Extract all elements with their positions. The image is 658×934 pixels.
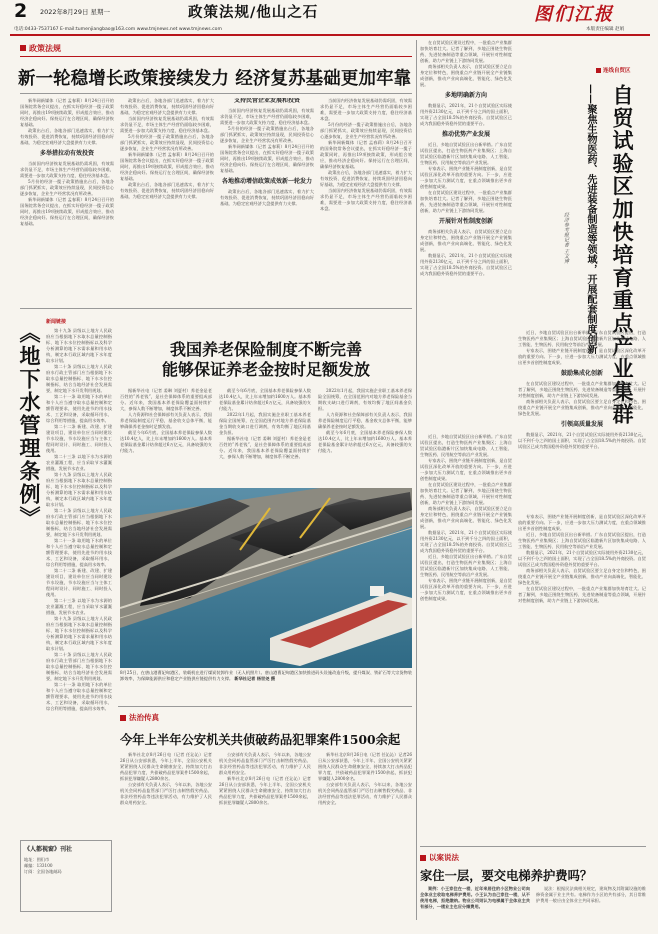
policy-paragraph: 5月份的经济一揽子政策措施出台后，各地各部门抓紧抓实，政策效应持续显现，民间投资信心逐步恢复，企业生产经营状况有所改善。 [120, 134, 214, 151]
consumer-tag-marker [420, 855, 426, 861]
zimaoqu-paragraph: 在自贸试验区建设过程中，一批重点产业集群加快培育壮大。记者了解到，多地正围绕生物医药、先进装备制造等重点领域，开展针对性制度创新，助力产业链上下游协同发展。 [420, 190, 512, 213]
consumer-top-rule [420, 846, 646, 847]
law-paragraph: 公安部有关负责人表示，今年以来，各地公安机关会同药品监管部门严厉打击制售假劣药品、非法经营药品等违法犯罪活动，有力维护了人民群众用药安全。 [318, 782, 412, 805]
zimaoqu-paragraph: 商务部相关负责人表示，自贸试验区要立足自身定位和特色，围绕重点产业链开展全产业链集成创新，推动产业向高端化、智能化、绿色化发展。 [420, 64, 512, 87]
consumer-tag: 以案说法 [420, 852, 459, 863]
zimaoqu-paragraph: 数据显示，2021年，21个自贸试验区实际使用外资2130亿元，以不到千分之四的国土面积，实现了占全国18.5%的外商投资。自贸试验区已成为我国稳外资稳外贸的重要平台。 [518, 550, 646, 567]
consumer-col-2 [536, 886, 646, 924]
port-photo-image [120, 488, 412, 668]
policy-paragraph: 当前国内经济恢复发展基础仍需巩固，有效需求仍显不足，市场主体生产经营仍面临较多困难，需要进一步加大政策支持力度，稳住经济基本盘。 [120, 116, 214, 133]
footer-line: 《人都视窗》刊社 [24, 846, 73, 853]
consumer-paragraph: 案例：小王家住在一楼，近年来居住的小区物业公司向全体业主收取电梯养护费用。小王认为自己家住一楼，从不使用电梯，拒绝缴纳。物业公司则认为电梯属于全体业主共有部分，一楼业主也应分摊费用。 [420, 886, 530, 909]
law-paragraph: 公安部有关负责人表示，今年以来，各地公安机关会同药品监管部门严厉打击制售假劣药品、非法经营药品等违法犯罪活动，有力维护了人民群众用药安全。 [120, 782, 212, 805]
policy-tag-rule [20, 56, 412, 57]
zimaoqu-subhead: 推动优势产业发展 [441, 131, 490, 138]
policy-col-4 [320, 98, 412, 304]
policy-headline: 新一轮稳增长政策接续发力 经济复苏基础更加牢靠 [18, 69, 412, 89]
zimaoqu-paragraph: 专家表示，围绕产业链开展制度创新，是自贸试验区深化改革开放的重要方向。下一步，应进一步加大压力测试力度，在重点领域推出更多首创性制度成果。 [420, 166, 512, 189]
pension-paragraph: 人力资源和社会保障部有关负责人表示，我国养老保险制度运行平稳，基金收支总体平衡，能够确保养老金按时足额发放。 [120, 412, 212, 429]
policy-paragraph: 政策出台后，各地各部门迅速落实，着力扩大有效投资、促进消费恢复，持续巩固经济回稳向好基础，为稳定宏观经济大盘提供有力支撑。 [320, 170, 412, 187]
newspaper-logo: 图们江报 [534, 4, 614, 25]
editor-line: 本版责任编辑 赵娟 [586, 27, 625, 32]
zimaoqu-col-1 [420, 40, 512, 430]
pension-paragraph: 截至今年6月底，全国基本养老保险参保人数达10.4亿人，比上年末增加约1600万人。基本养老保险基金累计结余超过6万亿元，具备较强的支付能力。 [219, 388, 311, 411]
consumer-headline: 家住一层，要交电梯养护费吗？ [420, 868, 593, 883]
section-title: 政策法规/他山之石 [188, 5, 319, 21]
zimaoqu-paragraph: 专家表示，围绕产业链开展制度创新，是自贸试验区深化改革开放的重要方向。下一步，应进一步加大压力测试力度，在重点领域推出更多首创性制度成果。 [420, 578, 512, 601]
sidebar-paragraph: 第二十一条 取用地下水的单位和个人应当遵守取水总量控制和定额管理要求，使用先进节约用水技术、工艺和设备，采取循环用水、综合利用等措施，提高用水效率。 [46, 682, 112, 711]
pension-col-3 [318, 388, 412, 484]
zimaoqu-paragraph: 近日，多地自贸试验区出台新举措。广东自贸试验区提出，打造生物医药产业集聚区；上海自贸试验区临港新片区加快集成电路、人工智能、生物医药、民用航空等前沿产业发展。 [420, 142, 512, 165]
sidebar-paragraph: 第十九条 县级以上地方人民政府应当根据地下水取水总量控制指标、地下水水位控制指标以及科学分析测算的地下水需求量和用水结构，制定本行政区域内地下水年度取水计划。 [46, 472, 112, 507]
pension-headline-line1: 我国养老保险制度不断完善 [169, 340, 362, 359]
policy-tag-marker [20, 45, 26, 51]
sidebar-paragraph: 第二十三条 以地下水为水源的农业灌溉工程，应当采取节水灌溉措施，发展节水农业。 [46, 598, 112, 615]
law-col-2 [219, 752, 311, 834]
zimaoqu-paragraph: 在自贸试验区建设过程中，一批重点产业集群加快培育壮大。记者了解到，多地正围绕生物医药、先进装备制造等重点领域，开展针对性制度创新，助力产业链上下游协同发展。 [420, 482, 512, 505]
law-top-rule [118, 706, 412, 707]
zimaoqu-paragraph: 数据显示，2021年，21个自贸试验区实际使用外资2130亿元，以不到千分之四的国土面积，实现了占全国18.5%的外商投资。自贸试验区已成为我国稳外资稳外贸的重要平台。 [420, 530, 512, 553]
policy-paragraph: 5月份的经济一揽子政策措施出台后，各地各部门抓紧抓实，政策效应持续显现，民间投资信心逐步恢复，企业生产经营状况有所改善。 [20, 179, 114, 196]
sidebar-paragraph: 第十九条 县级以上地方人民政府应当根据地下水取水总量控制指标、地下水水位控制指标以及科学分析测算的地下水需求量和用水结构，制定本行政区域内地下水年度取水计划。 [46, 616, 112, 651]
law-paragraph: 新华社北京8月26日电（记者 任沁沁）记者26日从公安部获悉，今年上半年，全国公安机关紧紧围绕人民群众生命健康安全，持续加大打击药品犯罪力度，共侦破药品犯罪案件1500余起，抓获犯罪嫌疑人2800余名。 [120, 752, 212, 781]
sidebar-paragraph: 第二十三条 以地下水为水源的农业灌溉工程，应当采取节水灌溉措施，发展节水农业。 [46, 454, 112, 471]
zimaoqu-paragraph: 数据显示，2021年，21个自贸试验区实际使用外资2130亿元，以不到千分之四的国土面积，实现了占全国18.5%的外商投资。自贸试验区已成为我国稳外资稳外贸的重要平台。 [420, 103, 512, 126]
policy-paragraph: 当前国内经济恢复发展基础仍需巩固，有效需求仍显不足，市场主体生产经营仍面临较多困难，需要进一步加大政策支持力度，稳住经济基本盘。 [320, 188, 412, 211]
policy-paragraph: 政策出台后，各地各部门迅速落实，着力扩大有效投资、促进消费恢复，持续巩固经济回稳向好基础，为稳定宏观经济大盘提供有力支撑。 [220, 189, 314, 206]
law-col-3 [318, 752, 412, 834]
zimaoqu-subhead: 鼓励集成化创新 [560, 370, 603, 377]
policy-paragraph: 5月份的经济一揽子政策措施出台后，各地各部门抓紧抓实，政策效应持续显现，民间投资信心逐步恢复，企业生产经营状况有所改善。 [220, 126, 314, 143]
law-headline: 今年上半年公安机关共侦破药品犯罪案件1500余起 [120, 732, 401, 747]
policy-subhead: 各地推动增信政策成效新一轮发力 [221, 178, 312, 185]
pension-headline [118, 340, 414, 380]
pension-headline-line2: 能够保证养老金按时足额发放 [161, 360, 370, 379]
sidebar-paragraph: 第二十条 县级以上地方人民政府水行政主管部门应当根据地下水取水总量控制指标、地下水水位控制指标，结合当地经济社会发展需要，制定地下水开发利用规划。 [46, 364, 112, 393]
pension-paragraph: 截至今年6月底，全国基本养老保险参保人数达10.4亿人，比上年末增加约1600万人。基本养老保险基金累计结余超过6万亿元，具备较强的支付能力。 [318, 430, 412, 453]
masthead-rule [10, 34, 650, 36]
policy-paragraph: 当前国内经济恢复发展基础仍需巩固，有效需求仍显不足，市场主体生产经营仍面临较多困难，需要进一步加大政策支持力度，稳住经济基本盘。 [320, 98, 412, 121]
zimaoqu-paragraph: 专家表示，围绕产业链开展制度创新，是自贸试验区深化改革开放的重要方向。下一步，应进一步加大压力测试力度，在重点领域推出更多首创性制度成果。 [420, 458, 512, 481]
zimaoqu-paragraph: 商务部相关负责人表示，自贸试验区要立足自身定位和特色，围绕重点产业链开展全产业链集成创新，推动产业向高端化、智能化、绿色化发展。 [518, 568, 646, 585]
policy-divider [20, 93, 412, 94]
pension-col-1 [120, 388, 212, 484]
policy-paragraph: 政策出台后，各地各部门迅速落实，着力扩大有效投资、促进消费恢复，持续巩固经济回稳向好基础，为稳定宏观经济大盘提供有力支撑。 [120, 182, 214, 199]
zimaoqu-headline: 自贸试验区加快培育重点产业集群 [610, 84, 635, 426]
zimaoqu-kicker: 连线自贸区 [596, 66, 631, 74]
photo-caption [120, 670, 412, 700]
policy-paragraph: 新华网新媒体（记者 孟春莉）8月24日召开的国务院常务会议提出，在抓实好稳经济一揽子政策同时，再推出19项接续政策，形成组合效应，推动经济企稳向好。保持运行在合理区间，确保经济恢复基础。 [20, 197, 114, 226]
policy-paragraph: 新华网新媒体（记者 孟春莉）8月24日召开的国务院常务会议提出，在抓实好稳经济一揽子政策同时，再推出19项接续政策，形成组合效应，推动经济企稳向好。保持运行在合理区间，确保经济恢复基础。 [120, 152, 214, 181]
sidebar-vertical-title: 《地下水管理条例》 [17, 322, 42, 529]
policy-subhead: 支持民营企业发展和投资 [233, 98, 300, 104]
zimaoqu-paragraph: 在自贸试验区建设过程中，一批重点产业集群加快培育壮大。记者了解到，多地正围绕生物医药、先进装备制造等重点领域，开展针对性制度创新，助力产业链上下游协同发展。 [518, 586, 646, 603]
zimaoqu-paragraph: 商务部相关负责人表示，自贸试验区要立足自身定位和特色，围绕重点产业链开展全产业链集成创新，推动产业向高端化、智能化、绿色化发展。 [420, 506, 512, 529]
law-tag-marker [120, 715, 126, 721]
sidebar-top-rule [20, 308, 412, 309]
policy-tag: 政策法规 [20, 42, 61, 54]
pension-paragraph: 2022年1月起，我国实施企业职工基本养老保险全国统筹，在全国范围内对地方养老保险基金当期收支缺口进行调剂，有效均衡了地区间基金负担。 [219, 412, 311, 435]
zimaoqu-paragraph: 近日，多地自贸试验区出台新举措。广东自贸试验区提出，打造生物医药产业集聚区；上海自贸试验区临港新片区加快集成电路、人工智能、生物医药、民用航空等前沿产业发展。 [420, 554, 512, 577]
date-line: 2022年8月29日 星期一 [40, 8, 111, 16]
policy-col-1 [20, 98, 114, 304]
law-paragraph: 新华社北京8月26日电（记者 任沁沁）记者26日从公安部获悉，今年上半年，全国公安机关紧紧围绕人民群众生命健康安全，持续加大打击药品犯罪力度，共侦破药品犯罪案件1500余起，抓获犯罪嫌疑人2800余名。 [219, 776, 311, 805]
footer-line: 订阅：全国各地邮局 [24, 869, 62, 874]
zimaoqu-paragraph: 商务部相关负责人表示，自贸试验区要立足自身定位和特色，围绕重点产业链开展全产业链集成创新，推动产业向高端化、智能化、绿色化发展。 [518, 399, 646, 416]
zimaoqu-subhead: 开展针对性制度创新 [438, 218, 493, 225]
policy-subhead: 多举措拉动有效投资 [39, 150, 94, 157]
zimaoqu-paragraph: 近日，多地自贸试验区出台新举措。广东自贸试验区提出，打造生物医药产业集聚区；上海自贸试验区临港新片区加快集成电路、人工智能、生物医药、民用航空等前沿产业发展。 [518, 532, 646, 549]
policy-paragraph: 新华网新媒体（记者 孟春莉）8月24日召开的国务院常务会议提出，在抓实好稳经济一揽子政策同时，再推出19项接续政策，形成组合效应，推动经济企稳向好。保持运行在合理区间，确保经济恢复基础。 [20, 98, 114, 127]
sidebar-paragraph: 第二十二条 新建、改建、扩建建设项目，建设单位应当同时建设节水设施，节水设施应当与主体工程同时设计、同时施工、同时投入使用。 [46, 568, 112, 597]
pension-paragraph: 截至今年6月底，全国基本养老保险参保人数达10.4亿人，比上年末增加约1600万人。基本养老保险基金累计结余超过6万亿元，具备较强的支付能力。 [120, 430, 212, 453]
policy-col-3 [220, 98, 314, 304]
pension-col-2 [219, 388, 311, 484]
footer-box [20, 840, 112, 912]
photo-caption-text: 8月25日，在唐山港曹妃甸港区，装载机在进行煤炭装卸作业（无人机照片）。唐山港曹妃甸港区加快推进码头设施改造升级，提升煤炭、铁矿石等大宗货物装卸效率，为保障能源供应和稳定产业链供应链提供有力支撑。 [120, 670, 412, 681]
sidebar-paragraph: 第二十一条 取用地下水的单位和个人应当遵守取水总量控制和定额管理要求，使用先进节约用水技术、工艺和设备，采取循环用水、综合利用等措施，提高用水效率。 [46, 394, 112, 423]
zimaoqu-subtitle: ——聚焦生物医药、先进装备制造等领域，开展配套制度创新 [585, 84, 596, 354]
zimaoqu-paragraph: 商务部相关负责人表示，自贸试验区要立足自身定位和特色，围绕重点产业链开展全产业链集成创新，推动产业向高端化、智能化、绿色化发展。 [420, 229, 512, 252]
zimaoqu-paragraph: 在自贸试验区建设过程中，一批重点产业集群加快培育壮大。记者了解到，多地正围绕生物医药、先进装备制造等重点领域，开展针对性制度创新，助力产业链上下游协同发展。 [420, 40, 512, 63]
pension-paragraph: 据新华社电（记者 姜琳 刘夏村）养老金是老百姓的“养老钱”，是社会保障体系的重要组成部分。近年来，我国基本养老保险覆盖面持续扩大，参保人数不断增加，制度体系不断完善。 [120, 388, 212, 411]
zimaoqu-paragraph: 在自贸试验区建设过程中，一批重点产业集群加快培育壮大。记者了解到，多地正围绕生物医药、先进装备制造等重点领域，开展针对性制度创新，助力产业链上下游协同发展。 [518, 381, 646, 398]
law-paragraph: 公安部有关负责人表示，今年以来，各地公安机关会同药品监管部门严厉打击制售假劣药品、非法经营药品等违法犯罪活动，有力维护了人民群众用药安全。 [219, 752, 311, 775]
policy-col-2 [120, 98, 214, 304]
zimaoqu-col-4 [518, 514, 646, 844]
policy-paragraph: 政策出台后，各地各部门迅速落实，着力扩大有效投资、促进消费恢复，持续巩固经济回稳向好基础，为稳定宏观经济大盘提供有力支撑。 [20, 128, 114, 145]
policy-paragraph: 新华网新媒体（记者 孟春莉）8月24日召开的国务院常务会议提出，在抓实好稳经济一揽子政策同时，再推出19项接续政策，形成组合效应，推动经济企稳向好。保持运行在合理区间，确保经济恢复基础。 [220, 144, 314, 173]
page-number: 2 [14, 0, 28, 22]
zimaoqu-paragraph: 数据显示，2021年，21个自贸试验区实际使用外资2130亿元，以不到千分之四的国土面积，实现了占全国18.5%的外商投资。自贸试验区已成为我国稳外资稳外贸的重要平台。 [420, 253, 512, 276]
zimaoqu-paragraph: 专家表示，围绕产业链开展制度创新，是自贸试验区深化改革开放的重要方向。下一步，应进一步加大压力测试力度，在重点领域推出更多首创性制度成果。 [518, 348, 646, 365]
zimaoqu-paragraph: 近日，多地自贸试验区出台新举措。广东自贸试验区提出，打造生物医药产业集聚区；上海自贸试验区临港新片区加快集成电路、人工智能、生物医药、民用航空等前沿产业发展。 [518, 330, 646, 347]
footer-line: 地址：图们市 [24, 857, 50, 862]
zimaoqu-paragraph: 近日，多地自贸试验区出台新举措。广东自贸试验区提出，打造生物医药产业集聚区；上海自贸试验区临港新片区加快集成电路、人工智能、生物医药、民用航空等前沿产业发展。 [420, 434, 512, 457]
footer-line: 邮编：133100 [24, 863, 53, 868]
zimaoqu-subhead: 多地明确新方向 [444, 92, 487, 99]
sidebar-paragraph: 第二十条 县级以上地方人民政府水行政主管部门应当根据地下水取水总量控制指标、地下水水位控制指标，结合当地经济社会发展需要，制定地下水开发利用规划。 [46, 652, 112, 681]
column-divider [416, 40, 417, 920]
zimaoqu-col-3 [420, 434, 512, 844]
sidebar-subtitle: 新闻链接 [46, 319, 67, 325]
zimaoqu-paragraph: 数据显示，2021年，21个自贸试验区实际使用外资2130亿元，以不到千分之四的国土面积，实现了占全国18.5%的外商投资。自贸试验区已成为我国稳外资稳外贸的重要平台。 [518, 432, 646, 449]
policy-paragraph: 政策出台后，各地各部门迅速落实，着力扩大有效投资、促进消费恢复，持续巩固经济回稳向好基础，为稳定宏观经济大盘提供有力支撑。 [120, 98, 214, 115]
policy-paragraph: 当前国内经济恢复发展基础仍需巩固，有效需求仍显不足，市场主体生产经营仍面临较多困难，需要进一步加大政策支持力度，稳住经济基本盘。 [220, 108, 314, 125]
pension-paragraph: 人力资源和社会保障部有关负责人表示，我国养老保险制度运行平稳，基金收支总体平衡，能够确保养老金按时足额发放。 [318, 412, 412, 429]
zimaoqu-byline: 经济参考报记者 王文博 [563, 212, 569, 264]
sidebar-paragraph: 第二十一条 取用地下水的单位和个人应当遵守取水总量控制和定额管理要求，使用先进节约用水技术、工艺和设备，采取循环用水、综合利用等措施，提高用水效率。 [46, 538, 112, 567]
sidebar-paragraph: 第十九条 县级以上地方人民政府应当根据地下水取水总量控制指标、地下水水位控制指标以及科学分析测算的地下水需求量和用水结构，制定本行政区域内地下水年度取水计划。 [46, 328, 112, 363]
masthead [0, 0, 658, 40]
sidebar-body [46, 328, 112, 834]
sidebar-paragraph: 第二十条 县级以上地方人民政府水行政主管部门应当根据地下水取水总量控制指标、地下水水位控制指标，结合当地经济社会发展需要，制定地下水开发利用规划。 [46, 508, 112, 537]
policy-paragraph: 新华网新媒体（记者 孟春莉）8月24日召开的国务院常务会议提出，在抓实好稳经济一揽子政策同时，再推出19项接续政策，形成组合效应，推动经济企稳向好。保持运行在合理区间，确保经济恢复基础。 [320, 140, 412, 169]
pension-paragraph: 据新华社电（记者 姜琳 刘夏村）养老金是老百姓的“养老钱”，是社会保障体系的重要组成部分。近年来，我国基本养老保险覆盖面持续扩大，参保人数不断增加，制度体系不断完善。 [219, 436, 311, 459]
law-paragraph: 新华社北京8月26日电（记者 任沁沁）记者26日从公安部获悉，今年上半年，全国公安机关紧紧围绕人民群众生命健康安全，持续加大打击药品犯罪力度，共侦破药品犯罪案件1500余起，抓获犯罪嫌疑人2800余名。 [318, 752, 412, 781]
pension-paragraph: 2022年1月起，我国实施企业职工基本养老保险全国统筹，在全国范围内对地方养老保险基金当期收支缺口进行调剂，有效均衡了地区间基金负担。 [318, 388, 412, 411]
consumer-paragraph: 说法：根据民法典相关规定，建筑物及其附属设施的维修资金属于业主共有。电梯作为小区的共有部分，其日常维护费用一般应由全体业主共同承担。 [536, 886, 646, 903]
contact-line: 电话:0433-7537167 E-mail:tumenjiangbao@163.com www.tmjnews.net www.tmjnews.com [14, 27, 222, 32]
sidebar-paragraph: 第二十二条 新建、改建、扩建建设项目，建设单位应当同时建设节水设施，节水设施应当与主体工程同时设计、同时施工、同时投入使用。 [46, 424, 112, 453]
photo-credit: 新华社记者 杨世尧 摄 [234, 676, 276, 681]
law-tag: 法治传真 [120, 712, 159, 723]
zimaoqu-kicker-marker [596, 68, 601, 73]
consumer-col-1 [420, 886, 530, 924]
policy-paragraph: 当前国内经济恢复发展基础仍需巩固，有效需求仍显不足，市场主体生产经营仍面临较多困难，需要进一步加大政策支持力度，稳住经济基本盘。 [20, 161, 114, 178]
policy-paragraph: 5月份的经济一揽子政策措施出台后，各地各部门抓紧抓实，政策效应持续显现，民间投资信心逐步恢复，企业生产经营状况有所改善。 [320, 122, 412, 139]
zimaoqu-col-2 [518, 330, 646, 510]
law-col-1 [120, 752, 212, 834]
zimaoqu-paragraph: 专家表示，围绕产业链开展制度创新，是自贸试验区深化改革开放的重要方向。下一步，应进一步加大压力测试力度，在重点领域推出更多首创性制度成果。 [518, 514, 646, 531]
zimaoqu-subhead: 引领高质量发展 [560, 421, 603, 428]
port-photo [120, 488, 412, 668]
